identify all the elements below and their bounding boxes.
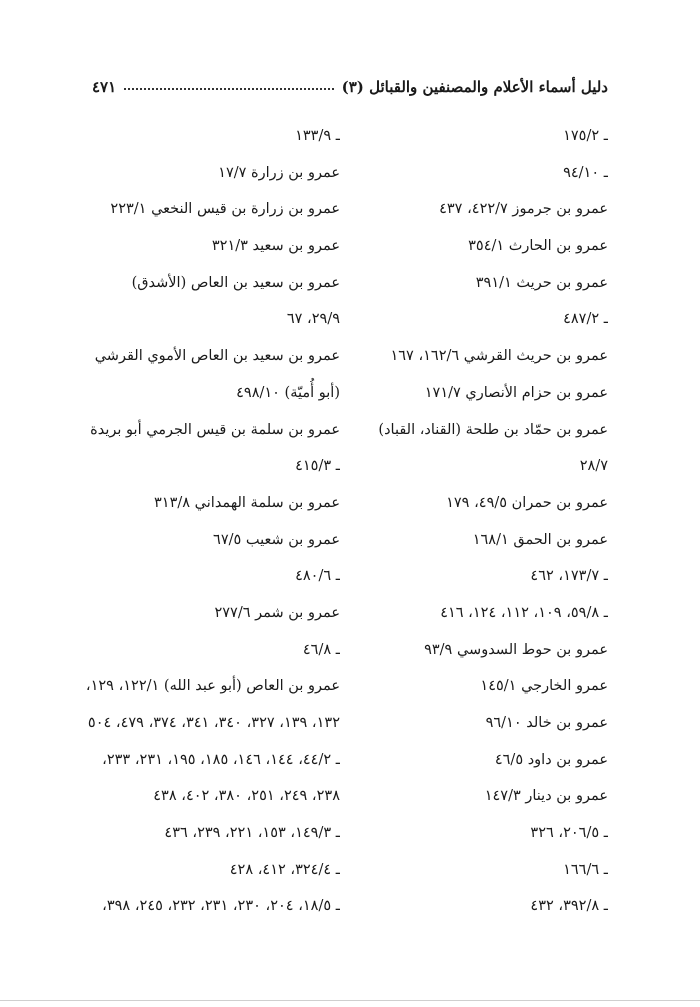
index-entry: ـ ٤٤/٢، ١٤٤، ١٤٦، ١٨٥، ١٩٥، ٢٣١، ٢٣٣، bbox=[102, 751, 340, 768]
index-entry: ـ ١٨/٥، ٢٠٤، ٢٣٠، ٢٣١، ٢٣٢، ٢٤٥، ٣٩٨، bbox=[102, 898, 340, 915]
index-entry: عمرو بن الحارث ٣٥٤/١ bbox=[468, 238, 608, 255]
index-entry: ١٣٢، ١٣٩، ٣٢٧، ٣٤٠، ٣٤١، ٣٧٤، ٤٧٩، ٥٠٤ bbox=[87, 715, 340, 731]
index-entry: عمرو بن دينار ١٤٧/٣ bbox=[484, 788, 608, 805]
index-entry: عمرو بن جرموز ٤٢٢/٧، ٤٣٧ bbox=[439, 201, 608, 218]
index-column-left bbox=[85, 118, 340, 925]
index-entry: ـ ١٧٣/٧، ٤٦٢ bbox=[530, 568, 608, 585]
index-entry: عمرو بن سلمة بن قيس الجرمي أبو بريدة bbox=[90, 421, 340, 438]
bottom-rule bbox=[0, 1000, 700, 1001]
index-entry: ـ ٤٦/٨ bbox=[302, 641, 340, 658]
index-entry: عمرو بن حمّاد بن طلحة (القناد، القباد) bbox=[378, 421, 608, 438]
index-entry: عمرو الخارجي ١٤٥/١ bbox=[480, 678, 608, 695]
index-entry: ـ ٢٠٦/٥، ٣٢٦ bbox=[530, 825, 608, 842]
index-entry: عمرو بن العاص (أبو عبد الله) ١٢٢/١، ١٢٩، bbox=[85, 678, 340, 695]
index-entry: ـ ٣٩٢/٨، ٤٣٢ bbox=[530, 898, 608, 915]
index-entry: ـ ١٤٩/٣، ١٥٣، ٢٢١، ٢٣٩، ٤٣٦ bbox=[164, 825, 340, 842]
index-entry: عمرو بن شعيب ٦٧/٥ bbox=[213, 531, 340, 548]
index-entry: عمرو بن سلمة الهمداني ٣١٣/٨ bbox=[154, 494, 340, 511]
header-leader-dots bbox=[124, 88, 333, 90]
index-entry: عمرو بن الحمق ١٦٨/١ bbox=[472, 531, 608, 548]
index-entry: ٢٩/٩، ٦٧ bbox=[286, 311, 340, 328]
index-entry: عمرو بن حريث القرشي ١٦٢/٦، ١٦٧ bbox=[390, 348, 608, 365]
index-entry: عمرو بن سعيد ٣٢١/٣ bbox=[211, 238, 340, 255]
header-title: دليل أسماء الأعلام والمصنفين والقبائل (٣) bbox=[341, 78, 608, 96]
index-entry: ـ ٤٨٠/٦ bbox=[295, 568, 340, 585]
index-entry: عمرو بن زرارة بن قيس النخعي ٢٢٣/١ bbox=[110, 201, 340, 218]
index-column-right bbox=[353, 118, 608, 925]
page-number: ٤٧١ bbox=[92, 78, 117, 96]
index-entry: ٢٣٨، ٢٤٩، ٢٥١، ٣٨٠، ٤٠٢، ٤٣٨ bbox=[153, 788, 340, 805]
index-entry: عمرو بن حوط السدوسي ٩٣/٩ bbox=[424, 641, 608, 658]
index-entry: عمرو بن خالد ٩٦/١٠ bbox=[485, 715, 608, 731]
index-entry: عمرو بن زرارة ١٧/٧ bbox=[218, 164, 340, 181]
index-entry: عمرو بن حزام الأنصاري ١٧١/٧ bbox=[424, 384, 608, 401]
index-entry: ـ ١٦٦/٦ bbox=[563, 861, 608, 878]
index-entry: عمرو بن شمر ٢٧٧/٦ bbox=[214, 604, 340, 621]
index-entry: عمرو بن حريث ٣٩١/١ bbox=[475, 274, 608, 291]
index-entry: ـ ٩٤/١٠ bbox=[563, 164, 608, 181]
index-entry: عمرو بن سعيد بن العاص الأموي القرشي bbox=[94, 348, 340, 365]
index-entry: ـ ١٣٣/٩ bbox=[295, 128, 340, 144]
index-entry: ٢٨/٧ bbox=[579, 458, 608, 475]
index-entry: (أبو أُميّة) ٤٩٨/١٠ bbox=[236, 384, 340, 401]
index-entry: ـ ٤١٥/٣ bbox=[295, 458, 340, 475]
index-entry: ـ ١٧٥/٢ bbox=[563, 128, 608, 144]
index-entry: ـ ٥٩/٨، ١٠٩، ١١٢، ١٢٤، ٤١٦ bbox=[440, 604, 608, 621]
index-entry: عمرو بن داود ٤٦/٥ bbox=[494, 751, 608, 768]
index-entry: عمرو بن سعيد بن العاص (الأشدق) bbox=[131, 274, 340, 291]
index-entry: ـ ٤٨٧/٢ bbox=[563, 311, 608, 328]
index-entry: ـ ٣٢٤/٤، ٤١٢، ٤٢٨ bbox=[229, 861, 340, 878]
running-header bbox=[92, 72, 608, 96]
index-entry: عمرو بن حمران ٤٩/٥، ١٧٩ bbox=[446, 494, 608, 511]
